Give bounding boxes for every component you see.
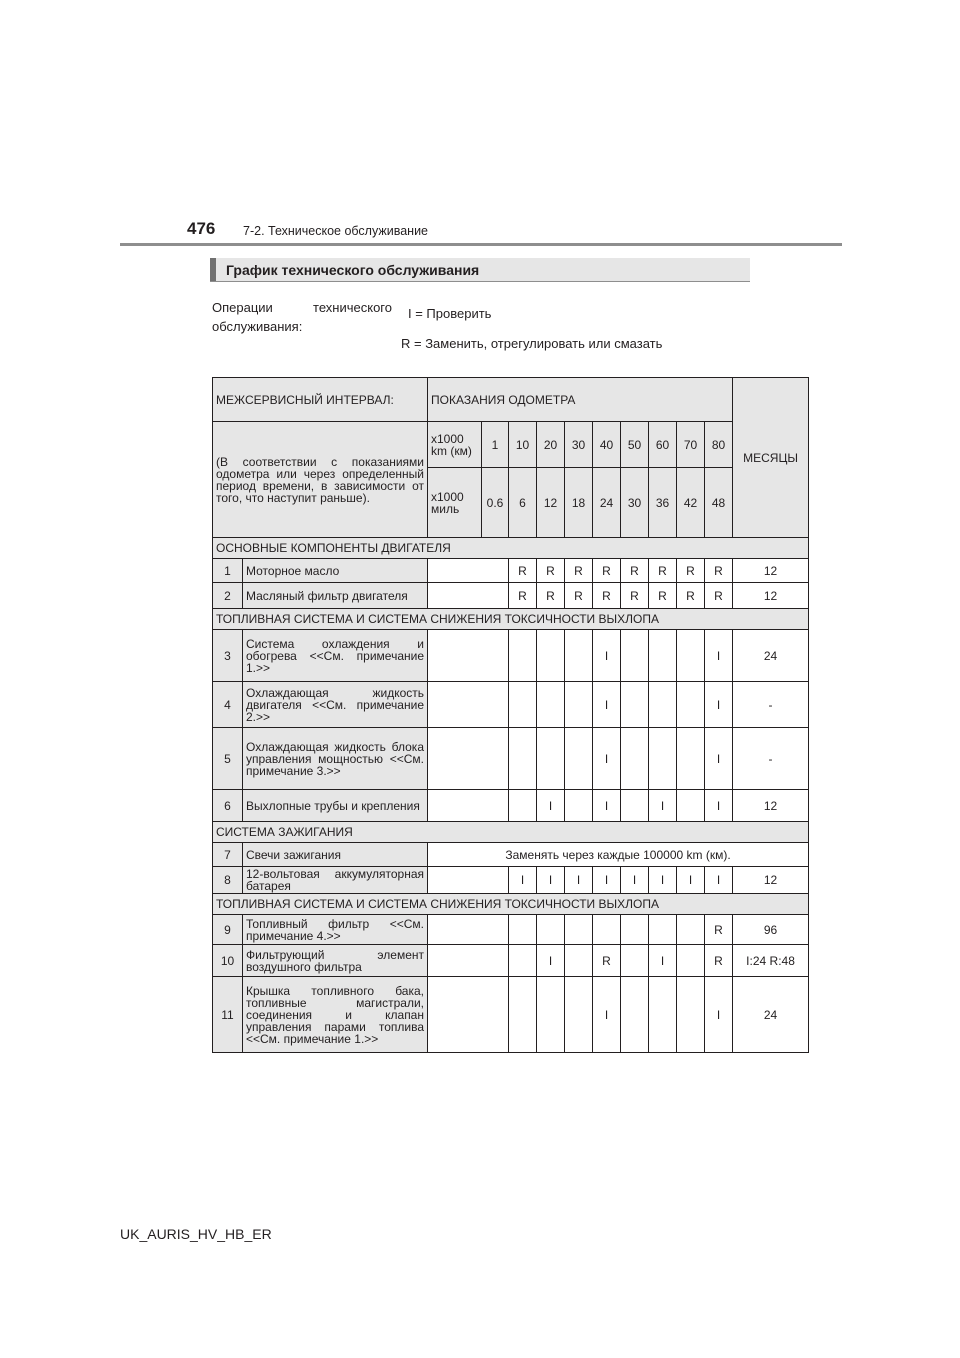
table-row [213,843,809,867]
row-cell [649,977,677,1053]
heading-bar [210,258,750,282]
row-months: 24 [733,977,809,1053]
row-cell [565,945,593,977]
row-number: 8 [213,867,243,894]
row-cell [649,728,677,790]
row-cell: I [705,728,733,790]
table-row [213,867,809,894]
row-cell [565,682,593,728]
row-cell: I [649,867,677,894]
row-note: Заменять через каждые 100000 km (км). [428,843,809,867]
header-rule [120,243,842,246]
months-label: МЕСЯЦЫ [733,378,809,538]
row-item: Моторное масло [243,559,428,583]
row-cell: R [621,583,649,609]
km-value: 70 [677,422,705,468]
group-header: ТОПЛИВНАЯ СИСТЕМА И СИСТЕМА СНИЖЕНИЯ ТОКСИЧНОСТИ ВЫХЛОПА [213,609,809,630]
row-months: 96 [733,915,809,945]
row-number: 1 [213,559,243,583]
row-cell: R [705,559,733,583]
mile-value: 30 [621,468,649,538]
row-cell [428,583,509,609]
row-cell: I [509,867,537,894]
row-months: 12 [733,559,809,583]
heading-title: График технического обслуживания [226,262,480,278]
row-cell [621,682,649,728]
row-number: 11 [213,977,243,1053]
page-number: 476 [187,219,216,238]
km-value: 10 [509,422,537,468]
km-value: 30 [565,422,593,468]
row-cell: I [537,945,565,977]
row-cell [565,630,593,682]
group-header: СИСТЕМА ЗАЖИГАНИЯ [213,822,809,843]
row-cell [428,630,509,682]
row-cell: I [593,790,621,822]
row-cell [537,915,565,945]
row-item: Система охлаждения и обогрева <<См. примечание 1.>> [243,630,428,682]
row-cell [621,728,649,790]
row-cell: I [705,977,733,1053]
row-cell: R [677,559,705,583]
legend-inspect: I = Проверить [408,306,492,321]
table-row [213,630,809,682]
row-cell [565,915,593,945]
row-item: 12-вольтовая аккумуляторная батарея [243,867,428,894]
row-cell [649,682,677,728]
row-cell: I [621,867,649,894]
row-months: 12 [733,583,809,609]
mile-value: 12 [537,468,565,538]
row-item: Охлаждающая жидкость двигателя <<См. примечание 2.>> [243,682,428,728]
row-cell: I [593,630,621,682]
table-row [213,559,809,583]
row-cell [537,682,565,728]
interval-label: МЕЖСЕРВИСНЫЙ ИНТЕРВАЛ: [213,378,428,422]
row-cell [428,682,509,728]
row-cell [428,790,509,822]
row-cell [537,977,565,1053]
row-cell [428,915,509,945]
mile-value: 24 [593,468,621,538]
table-row [213,977,809,1053]
row-cell [509,790,537,822]
row-cell [509,915,537,945]
group-header: ОСНОВНЫЕ КОМПОНЕНТЫ ДВИГАТЕЛЯ [213,538,809,559]
mile-value: 0.6 [482,468,509,538]
row-cell [677,682,705,728]
row-cell: I [649,790,677,822]
row-months: - [733,728,809,790]
row-cell [565,977,593,1053]
row-cell: I [537,790,565,822]
row-cell: R [509,583,537,609]
row-item: Крышка топливного бака, топливные магистрали, соединения и клапан управления парами топлива <<См. примечание 1.>> [243,977,428,1053]
row-cell: R [565,559,593,583]
row-number: 5 [213,728,243,790]
row-months: - [733,682,809,728]
row-cell: R [537,583,565,609]
row-item: Выхлопные трубы и крепления [243,790,428,822]
row-number: 2 [213,583,243,609]
row-cell: I [593,728,621,790]
row-cell: R [509,559,537,583]
row-cell: R [705,945,733,977]
row-cell: R [593,583,621,609]
row-cell: I [649,945,677,977]
row-cell: R [593,559,621,583]
row-cell [565,728,593,790]
row-cell [621,915,649,945]
row-cell: I [593,977,621,1053]
row-number: 9 [213,915,243,945]
row-months: 12 [733,867,809,894]
ops-label: Операции технического обслуживания: [212,300,392,334]
mile-value: 36 [649,468,677,538]
mile-value: 6 [509,468,537,538]
row-cell [509,682,537,728]
km-value: 40 [593,422,621,468]
row-cell: R [705,583,733,609]
row-cell [677,790,705,822]
section-title: 7-2. Техническое обслуживание [243,224,428,238]
row-cell [537,728,565,790]
row-item: Охлаждающая жидкость блока управления мощностью <<См. примечание 3.>> [243,728,428,790]
row-cell: I [705,682,733,728]
odometer-label: ПОКАЗАНИЯ ОДОМЕТРА [428,378,733,422]
row-cell [621,977,649,1053]
row-cell: R [677,583,705,609]
row-cell [428,728,509,790]
row-cell [677,728,705,790]
row-number: 6 [213,790,243,822]
km-value: 80 [705,422,733,468]
row-cell: R [705,915,733,945]
row-cell [621,630,649,682]
table-row [213,728,809,790]
row-cell [428,945,509,977]
km-unit: x1000 km (км) [428,422,482,468]
footer-code: UK_AURIS_HV_HB_ER [120,1226,272,1242]
row-item: Фильтрующий элемент воздушного фильтра [243,945,428,977]
row-cell [428,977,509,1053]
row-cell: R [649,559,677,583]
row-cell: I [593,867,621,894]
row-number: 10 [213,945,243,977]
row-cell [509,728,537,790]
row-number: 3 [213,630,243,682]
row-cell [509,945,537,977]
mile-value: 18 [565,468,593,538]
km-value: 50 [621,422,649,468]
row-item: Свечи зажигания [243,843,428,867]
interval-condition: (В соответствии с показаниями одометра или через определенный период времени, в зависимости от того, что наступит раньше). [213,422,428,538]
row-months: I:24 R:48 [733,945,809,977]
row-cell: R [621,559,649,583]
mile-unit: x1000 миль [428,468,482,538]
row-cell: I [677,867,705,894]
row-cell: R [593,945,621,977]
mile-value: 42 [677,468,705,538]
row-item: Масляный фильтр двигателя [243,583,428,609]
row-cell: R [537,559,565,583]
table-row [213,945,809,977]
row-cell: I [705,867,733,894]
row-cell [677,977,705,1053]
row-cell [565,790,593,822]
heading-accent [210,258,216,281]
row-cell [509,630,537,682]
km-value: 1 [482,422,509,468]
row-cell [621,790,649,822]
table-row [213,915,809,945]
row-cell: I [593,682,621,728]
mile-value: 48 [705,468,733,538]
row-cell [621,945,649,977]
maintenance-schedule-table [212,377,809,1053]
row-months: 24 [733,630,809,682]
group-header: ТОПЛИВНАЯ СИСТЕМА И СИСТЕМА СНИЖЕНИЯ ТОКСИЧНОСТИ ВЫХЛОПА [213,894,809,915]
row-cell: R [565,583,593,609]
row-cell [677,630,705,682]
row-cell [509,977,537,1053]
row-number: 7 [213,843,243,867]
row-cell: I [705,790,733,822]
row-cell: I [565,867,593,894]
row-cell [428,559,509,583]
row-cell [649,915,677,945]
row-cell [677,915,705,945]
row-cell [649,630,677,682]
row-cell [428,867,509,894]
row-item: Топливный фильтр <<См. примечание 4.>> [243,915,428,945]
km-value: 20 [537,422,565,468]
row-months: 12 [733,790,809,822]
row-cell [593,915,621,945]
row-cell: I [705,630,733,682]
row-cell [677,945,705,977]
legend-replace: R = Заменить, отрегулировать или смазать [401,336,663,351]
table-row [213,682,809,728]
table-row [213,583,809,609]
table-row [213,790,809,822]
km-value: 60 [649,422,677,468]
row-cell: R [649,583,677,609]
row-cell: I [537,867,565,894]
row-number: 4 [213,682,243,728]
row-cell [537,630,565,682]
